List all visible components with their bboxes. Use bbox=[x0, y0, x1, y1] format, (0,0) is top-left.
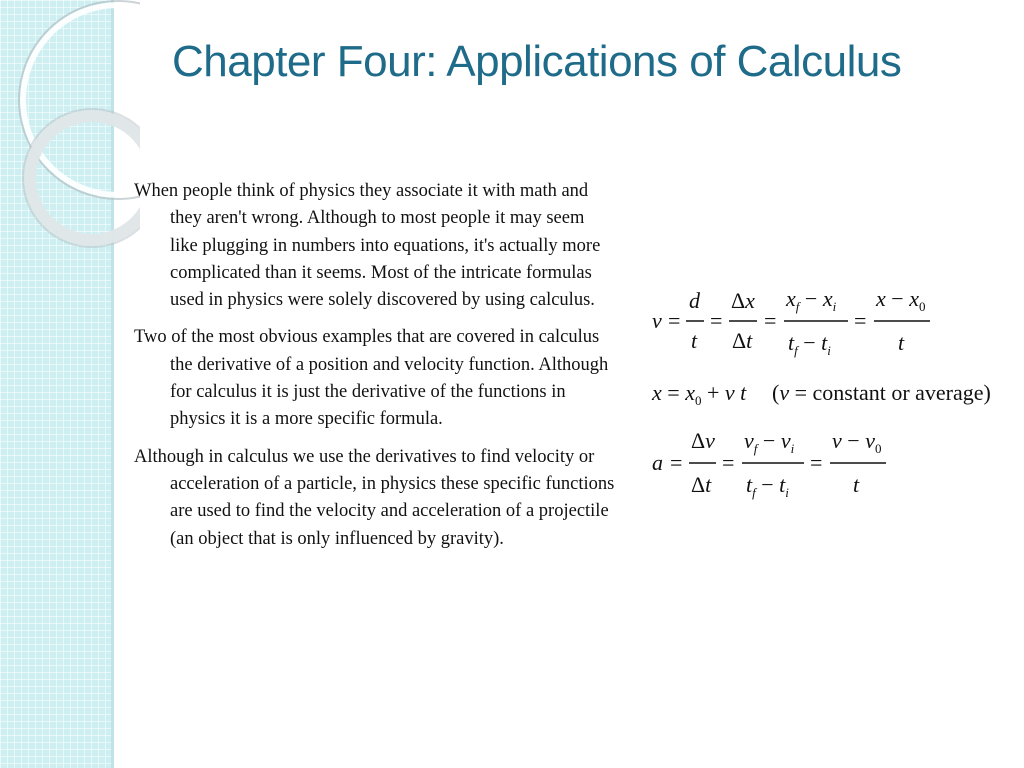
svg-text:tf − ti: $t_f - t_i$ bbox=[746, 472, 789, 500]
paragraph-projectile: Although in calculus we use the derivatives to find velocity or acceleration of a particle, in physics these specific functions are used to find the velocity and acceleration of a projectile (an object that is only influenced by gravity). bbox=[134, 446, 615, 549]
paragraph-derivative-examples: Two of the most obvious examples that are covered in calculus the derivative of a position and velocity function. Although for calculus it is just the derivative of the functions in physics it is a more specific formula. bbox=[134, 327, 609, 430]
svg-text:v − v0: $v - v_0$ bbox=[832, 428, 882, 456]
formula-image bbox=[648, 282, 1018, 512]
acceleration-formula bbox=[652, 428, 886, 500]
svg-text:t: t bbox=[898, 330, 905, 355]
svg-text:=: = bbox=[668, 308, 681, 333]
svg-text:Δt: Δt bbox=[732, 328, 753, 353]
svg-text:=: = bbox=[670, 450, 683, 475]
svg-text:Δv: Δv bbox=[691, 428, 715, 453]
position-formula bbox=[651, 380, 991, 408]
svg-text:vf − vi: $v_f - v_i$ bbox=[744, 428, 795, 456]
svg-text:a: a bbox=[652, 450, 663, 475]
slide-body bbox=[134, 178, 616, 563]
slide-title: Chapter Four: Applications of Calculus bbox=[172, 37, 902, 86]
svg-text:d: d bbox=[689, 288, 700, 313]
svg-text:v: v bbox=[652, 308, 662, 333]
svg-text:Δt: Δt bbox=[691, 472, 712, 497]
svg-text:=: = bbox=[810, 450, 823, 475]
svg-text:(v = constant or average): (v = constant or average) bbox=[772, 380, 991, 405]
velocity-formula bbox=[652, 286, 930, 358]
svg-text:=: = bbox=[854, 308, 867, 333]
decorative-circles bbox=[0, 0, 140, 260]
svg-text:x − x0: $x - x_0$ bbox=[876, 286, 926, 314]
svg-text:t: t bbox=[853, 472, 860, 497]
paragraph-physics-math: When people think of physics they associate it with math and they aren't wrong. Although to most people it may seem like plugging in numbers into equations, it's actually more complicated than it seems. Most of the intricate formulas used in physics were solely discovered by using calculus. bbox=[134, 181, 601, 311]
svg-text:tf − ti: $t_f - t_i$ bbox=[788, 330, 831, 358]
svg-text:Δx: Δx bbox=[731, 288, 755, 313]
svg-text:x = x0 + v t: $x = x_0 + v$ t bbox=[652, 380, 747, 408]
svg-text:=: = bbox=[764, 308, 777, 333]
svg-text:=: = bbox=[710, 308, 723, 333]
svg-text:=: = bbox=[722, 450, 735, 475]
svg-text:xf − xi: $x_f - x_i$ bbox=[786, 286, 837, 314]
svg-text:t: t bbox=[691, 328, 698, 353]
